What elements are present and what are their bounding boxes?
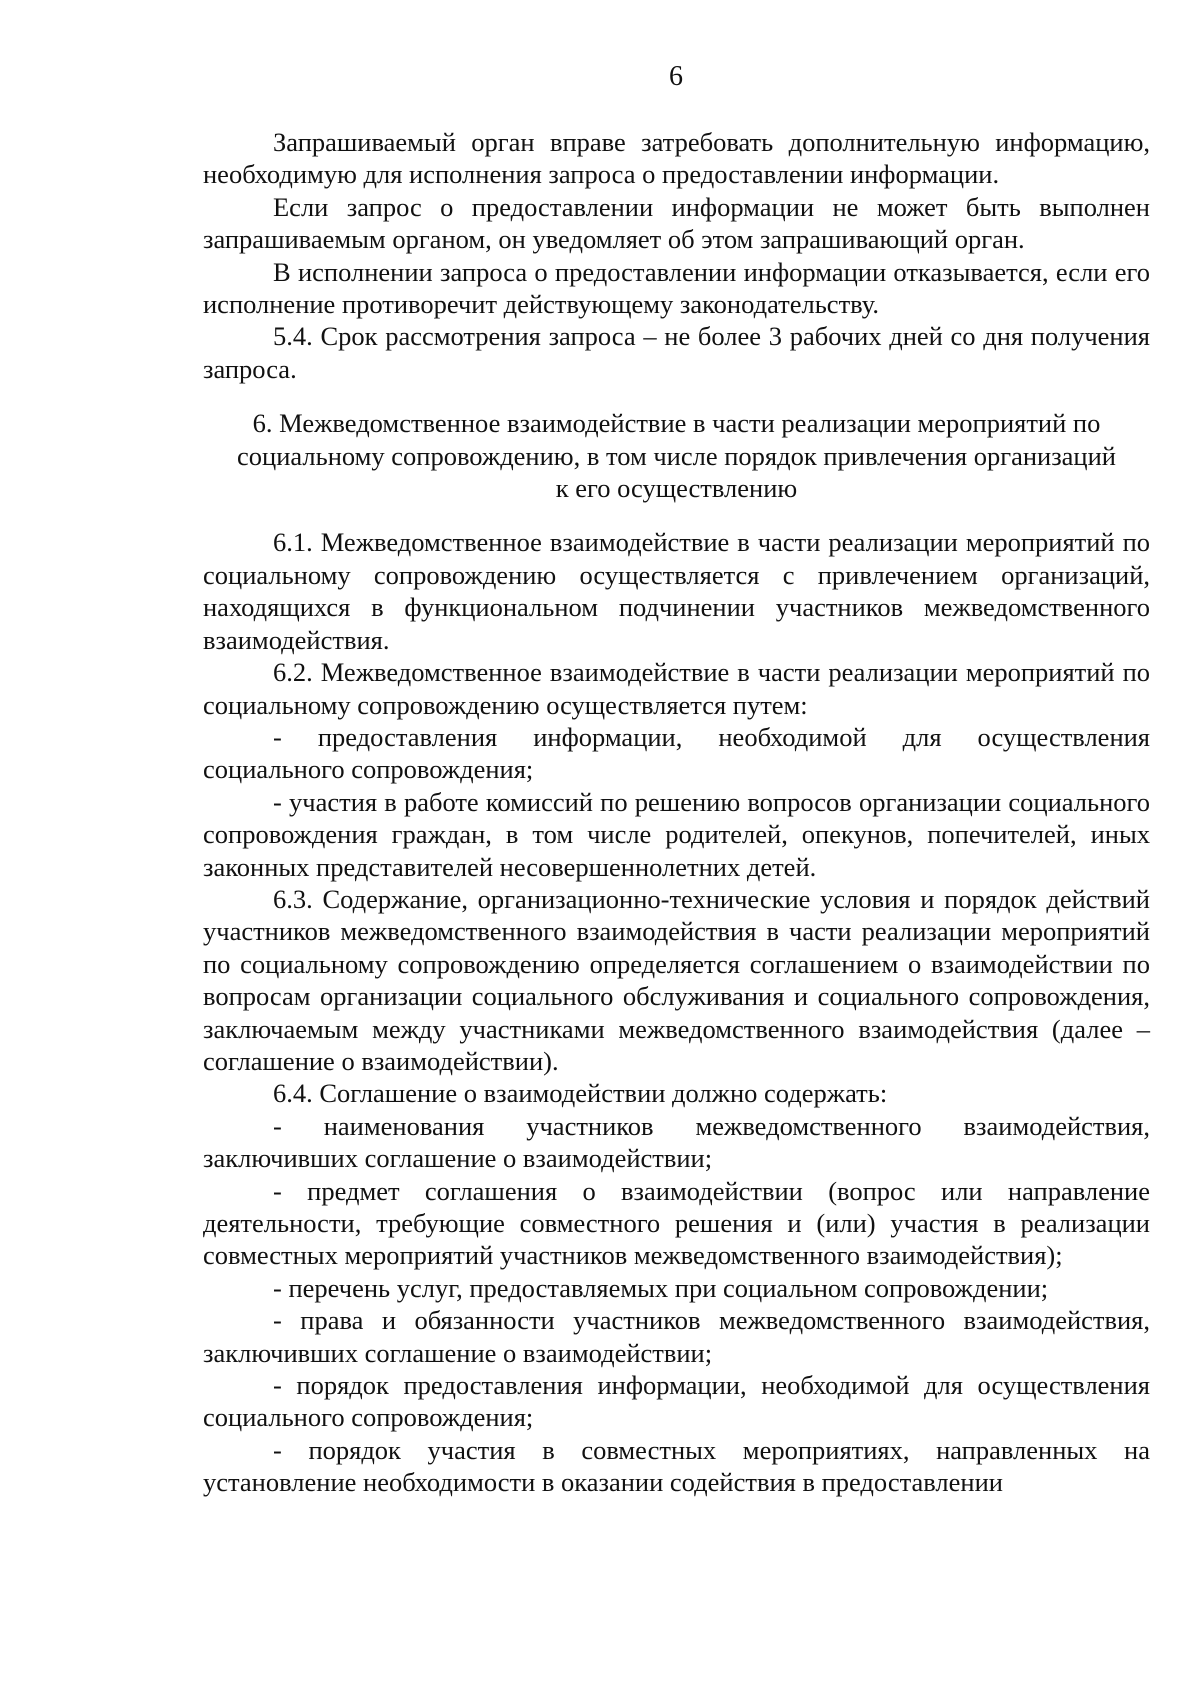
list-item: - порядок предоставления информации, необходимой для осуществления социального сопровождения; [203, 1370, 1150, 1433]
list-item: - предмет соглашения о взаимодействии (вопрос или направление деятельности, требующие совместного решения и (или) участия в реализации совместных мероприятий участников межведомственного взаимодействия); [203, 1175, 1150, 1271]
paragraph: 6.2. Межведомственное взаимодействие в части реализации мероприятий по социальному сопровождению осуществляется путем: [203, 657, 1150, 720]
list-item: - предоставления информации, необходимой для осуществления социального сопровождения; [203, 721, 1150, 785]
section-heading-line: социальному сопровождению, в том числе порядок привлечения организаций [237, 440, 1116, 471]
document-body [203, 126, 1150, 1499]
section-heading-line: 6. Межведомственное взаимодействие в части реализации мероприятий по [252, 408, 1101, 439]
section-heading-line: к его осуществлению [555, 473, 798, 504]
list-item: - участия в работе комиссий по решению вопросов организации социального сопровождения граждан, в том числе родителей, опекунов, попечителей, иных законных представителей несовершеннолетних детей. [203, 786, 1150, 882]
section-heading [203, 407, 1150, 504]
paragraph: 5.4. Срок рассмотрения запроса – не более 3 рабочих дней со дня получения запроса. [203, 321, 1150, 384]
paragraph: Запрашиваемый орган вправе затребовать дополнительную информацию, необходимую для исполнения запроса о предоставлении информации. [203, 127, 1150, 190]
list-item: - права и обязанности участников межведомственного взаимодействия, заключивших соглашение о взаимодействии; [203, 1305, 1150, 1368]
paragraph: 6.4. Соглашение о взаимодействии должно содержать: [273, 1078, 888, 1109]
paragraph: В исполнении запроса о предоставлении информации отказывается, если его исполнение противоречит действующему законодательству. [203, 256, 1150, 320]
page-number: 6 [669, 61, 683, 92]
list-item: - наименования участников межведомственного взаимодействия, заключивших соглашение о взаимодействии; [203, 1110, 1150, 1174]
paragraph: 6.1. Межведомственное взаимодействие в части реализации мероприятий по социальному сопровождению осуществляется с привлечением организаций, находящихся в функциональном подчинении участников межведомственного взаимодействия. [203, 527, 1150, 655]
list-item: - перечень услуг, предоставляемых при социальном сопровождении; [273, 1272, 1049, 1303]
paragraph: 6.3. Содержание, организационно-технические условия и порядок действий участников межведомственного взаимодействия в части реализации мероприятий по социальному сопровождению определяется соглашением о взаимодействии по вопросам организации социального обслуживания и социального сопровождения, заключаемым между участниками межведомственного взаимодействия (далее – соглашение о взаимодействии). [203, 883, 1150, 1076]
paragraph: Если запрос о предоставлении информации не может быть выполнен запрашиваемым органом, он уведомляет об этом запрашивающий орган. [203, 191, 1150, 255]
list-item: - порядок участия в совместных мероприятиях, направленных на установление необходимости в оказании содействия в предоставлении [203, 1434, 1150, 1498]
